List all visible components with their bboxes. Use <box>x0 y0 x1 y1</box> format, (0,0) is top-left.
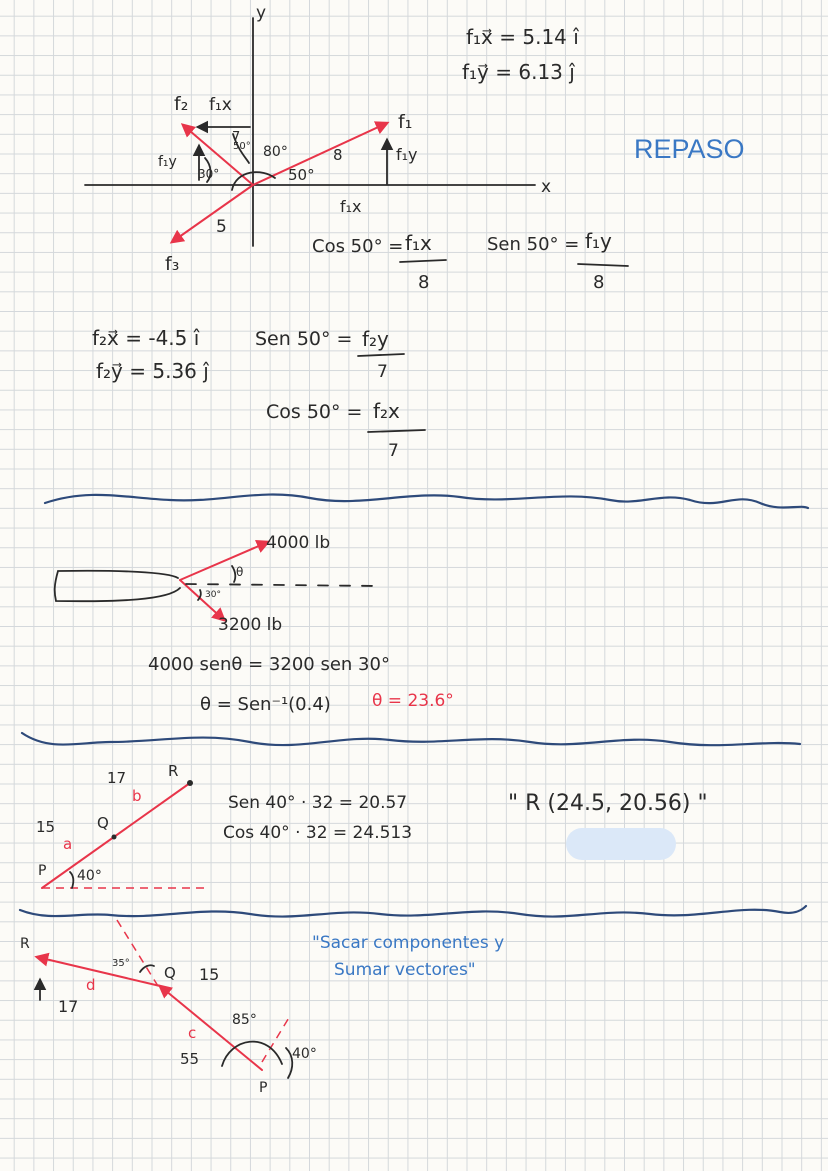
fraction-bar <box>578 264 628 266</box>
segment-label-b: b <box>132 787 142 805</box>
highlight-blob <box>566 828 676 860</box>
section-boat-forces <box>55 533 454 715</box>
segment-label-a: a <box>63 835 73 853</box>
magnitude-7: 7 <box>232 130 241 145</box>
vector-PQ <box>160 986 262 1070</box>
label-3200lb: 3200 lb <box>218 615 283 635</box>
eq2-cos50-lhs: Cos 50° = <box>266 401 363 423</box>
label-f2: f₂ <box>174 93 189 115</box>
label-fy-left: f₁y <box>158 154 177 170</box>
dashed-reference <box>262 1016 290 1062</box>
label-f3: f₃ <box>165 253 180 275</box>
angle-50-upper: 50° <box>233 141 251 152</box>
label-Q: Q <box>164 964 176 982</box>
eq2-sen50-num: f₂y <box>362 327 389 351</box>
vector-QR <box>37 957 160 986</box>
result-f1y: f₁y⃗ = 6.13 ĵ <box>462 60 575 84</box>
point-R <box>187 780 193 786</box>
angle-30: 30° <box>205 590 221 600</box>
equation-2: θ = Sen⁻¹(0.4) <box>200 694 331 715</box>
label-f1: f₁ <box>398 111 413 133</box>
fraction-bar <box>400 260 446 262</box>
note-line-2: Sumar vectores" <box>334 960 476 980</box>
label-R: R <box>168 762 179 780</box>
note-line-1: "Sacar componentes y <box>312 933 505 953</box>
label-f1x-top: f₁x <box>209 95 232 115</box>
magnitude-5: 5 <box>216 217 227 237</box>
eq2-cos50-num: f₂x <box>373 399 400 423</box>
angle-arc-theta <box>232 566 235 582</box>
eq-cos50-den: 8 <box>418 272 430 293</box>
magnitude-8: 8 <box>333 146 343 164</box>
wavy-divider <box>20 906 806 917</box>
segment-label-d: d <box>86 976 96 994</box>
angle-arc-40 <box>70 872 73 888</box>
section-vector-sum <box>20 920 504 1096</box>
angle-theta: θ <box>236 565 244 579</box>
wavy-divider <box>22 733 800 745</box>
eq-cos50-lhs: Cos 50° = <box>312 236 404 257</box>
x-axis-label: x <box>541 177 552 197</box>
eq-sen50-num: f₁y <box>585 229 612 253</box>
eq2-sen50-lhs: Sen 50° = <box>255 328 353 350</box>
eq-sen50-den: 8 <box>593 272 605 293</box>
result-f1x: f₁x⃗ = 5.14 î <box>466 25 579 49</box>
reference-dashed-line <box>186 584 380 586</box>
equation-sen: Sen 40° · 32 = 20.57 <box>228 793 408 813</box>
eq-sen50-lhs: Sen 50° = <box>487 234 580 255</box>
angle-85: 85° <box>232 1012 257 1028</box>
label-P: P <box>259 1080 268 1096</box>
result-R: " R (24.5, 20.56) " <box>508 791 708 816</box>
angle-50-lower: 50° <box>288 166 315 184</box>
boat-hull <box>55 571 180 601</box>
fraction-bar <box>368 430 425 432</box>
result-f2y: f₂y⃗ = 5.36 ĵ <box>96 359 209 383</box>
vector-4000 <box>180 542 268 580</box>
vector-f3 <box>172 185 253 242</box>
equation-1: 4000 senθ = 3200 sen 30° <box>148 654 390 675</box>
label-Q: Q <box>97 814 109 832</box>
vector-3200 <box>180 580 224 620</box>
length-17: 17 <box>107 769 127 787</box>
point-Q <box>112 835 117 840</box>
angle-40: 40° <box>77 868 102 884</box>
dashed-reference <box>117 920 158 986</box>
length-55: 55 <box>180 1050 200 1068</box>
length-17: 17 <box>58 997 79 1016</box>
fraction-bar <box>358 354 404 356</box>
answer-theta: θ = 23.6° <box>372 691 454 711</box>
label-R: R <box>20 936 30 952</box>
eq-cos50-num: f₁x <box>405 231 432 255</box>
angle-80: 80° <box>263 144 288 160</box>
segment-label-c: c <box>188 1024 197 1042</box>
label-f1x-bottom: f₁x <box>340 197 362 216</box>
angle-30: 30° <box>198 167 220 181</box>
equation-cos: Cos 40° · 32 = 24.513 <box>223 823 413 843</box>
length-15: 15 <box>36 818 56 836</box>
length-15: 15 <box>199 965 220 984</box>
angle-35: 35° <box>112 958 130 969</box>
eq2-cos50-den: 7 <box>388 441 399 461</box>
label-P: P <box>38 863 47 879</box>
label-4000lb: 4000 lb <box>266 533 331 553</box>
angle-40: 40° <box>292 1046 317 1062</box>
section-segment-PQR <box>36 762 708 888</box>
page-title: REPASO <box>634 134 745 164</box>
eq2-sen50-den: 7 <box>377 362 388 382</box>
result-f2x: f₂x⃗ = -4.5 î <box>92 326 200 350</box>
section-vector-components <box>85 3 745 461</box>
y-axis-label: y <box>256 3 267 23</box>
wavy-divider <box>45 495 808 508</box>
label-f1y-right: f₁y <box>396 145 418 164</box>
